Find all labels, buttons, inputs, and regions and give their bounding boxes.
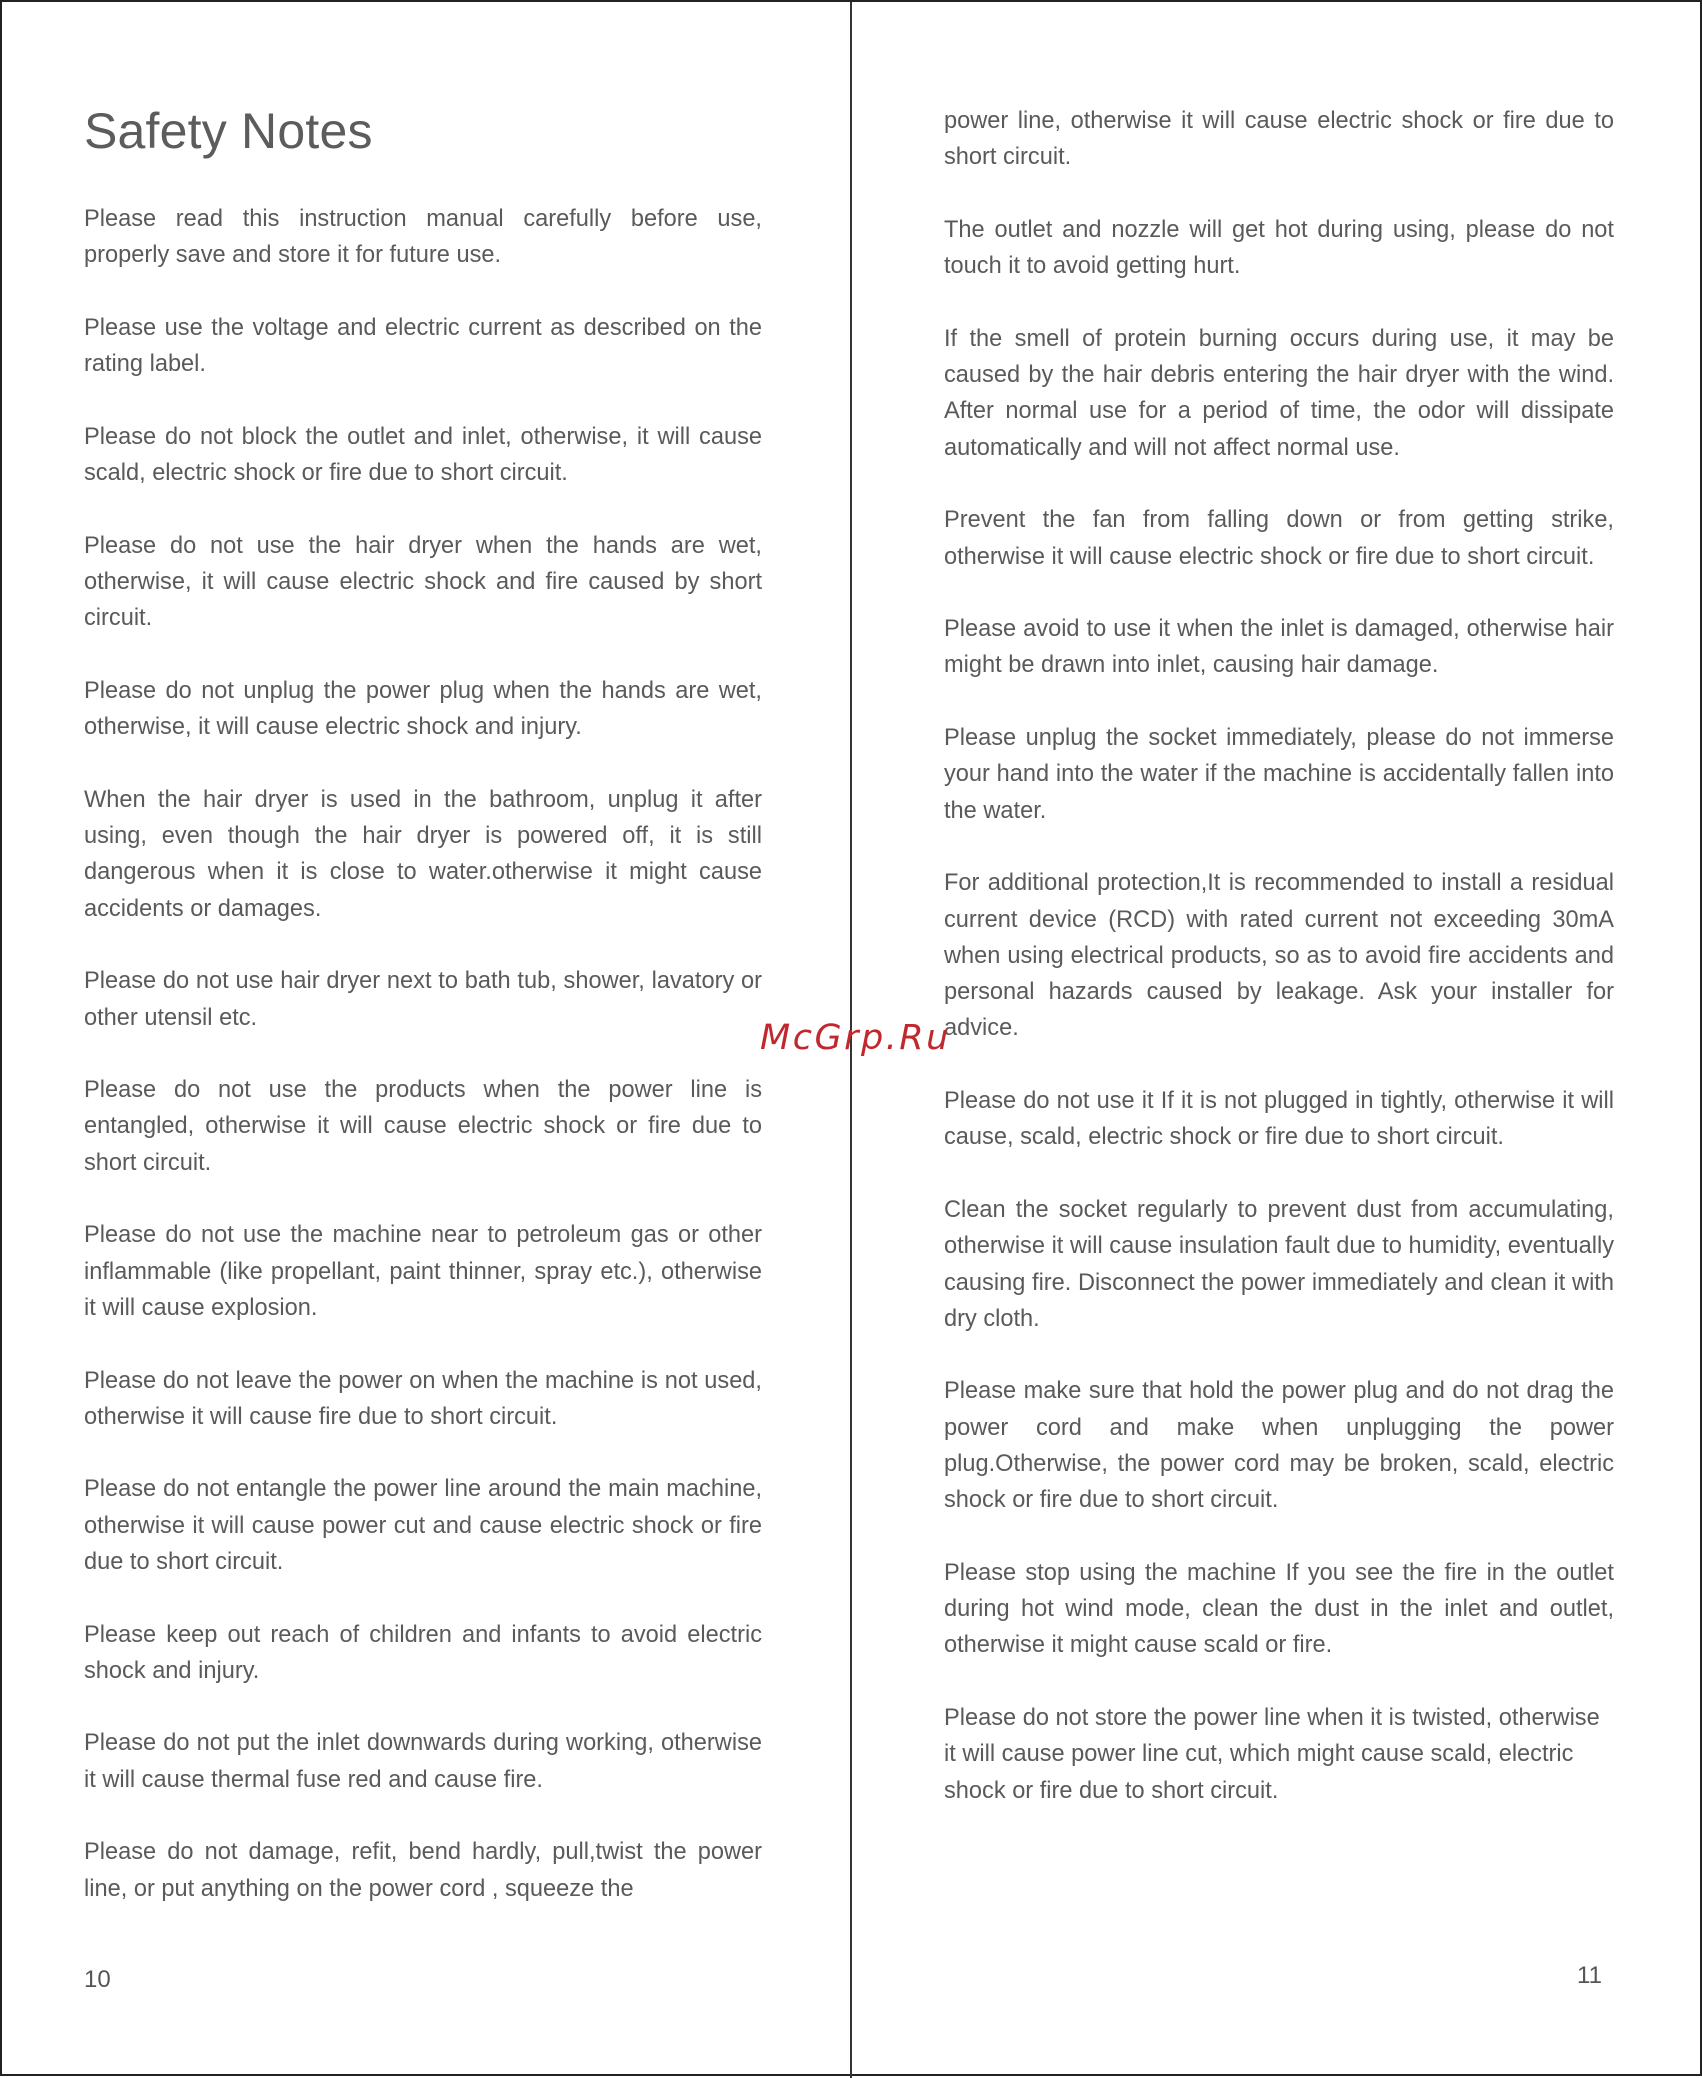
page-10 bbox=[2, 2, 850, 2078]
safety-note-12: Please keep out reach of children and infants to avoid electric shock and injury. bbox=[84, 1621, 762, 1684]
safety-note-26: Please do not store the power line when it is twisted, otherwise it will cause power line cut, which might cause scald, electric shock or fire due to short circuit. bbox=[944, 1705, 1600, 1804]
safety-note-14: Please do not damage, refit, bend hardly, pull,twist the power line, or put anything on the power cord , squeeze the bbox=[84, 1839, 762, 1902]
safety-note-4: Please do not use the hair dryer when the hands are wet, otherwise, it will cause electric shock and fire caused by short circuit. bbox=[84, 532, 762, 632]
right-text-column bbox=[944, 103, 1614, 1809]
watermark-text: McGrp.Ru bbox=[760, 1018, 951, 1058]
safety-note-23: Clean the socket regularly to prevent dust from accumulating, otherwise it will cause insulation fault due to humidity, eventually causing fire. Disconnect the power immediately and clean it with dry cloth. bbox=[944, 1196, 1614, 1332]
safety-note-16: The outlet and nozzle will get hot during using, please do not touch it to avoid getting hurt. bbox=[944, 216, 1614, 280]
safety-note-6: When the hair dryer is used in the bathroom, unplug it after using, even though the hair dryer is powered off, it is still dangerous when it is close to water.otherwise it might cause accidents or damages. bbox=[84, 786, 762, 922]
safety-note-5: Please do not unplug the power plug when the hands are wet, otherwise, it will cause electric shock and injury. bbox=[84, 677, 762, 741]
safety-note-3: Please do not block the outlet and inlet, otherwise, it will cause scald, electric shock or fire due to short circuit. bbox=[84, 423, 762, 487]
safety-note-25: Please stop using the machine If you see the fire in the outlet during hot wind mode, clean the dust in the inlet and outlet, otherwise it might cause scald or fire. bbox=[944, 1559, 1614, 1659]
safety-note-13: Please do not put the inlet downwards during working, otherwise it will cause thermal fuse red and cause fire. bbox=[84, 1730, 762, 1793]
page-number: 11 bbox=[1577, 1962, 1602, 1989]
safety-note-8: Please do not use the products when the power line is entangled, otherwise it will cause electric shock or fire due to short circuit. bbox=[84, 1077, 762, 1176]
safety-note-11: Please do not entangle the power line around the main machine, otherwise it will cause power cut and cause electric shock or fire due to short circuit. bbox=[84, 1476, 762, 1575]
safety-note-7: Please do not use hair dryer next to bath tub, shower, lavatory or other utensil etc. bbox=[84, 968, 762, 1031]
safety-note-18: Prevent the fan from falling down or from getting strike, otherwise it will cause electric shock or fire due to short circuit. bbox=[944, 507, 1614, 570]
safety-note-2: Please use the voltage and electric current as described on the rating label. bbox=[84, 314, 762, 378]
safety-note-20: Please unplug the socket immediately, please do not immerse your hand into the water if the machine is accidentally fallen into the water. bbox=[944, 725, 1614, 824]
safety-note-21: For additional protection,It is recommended to install a residual current device (RCD) with rated current not exceeding 30mA when using electrical products, so as to avoid fire accidents and personal hazards caused by leakage. Ask your installer for advice. bbox=[944, 870, 1614, 1042]
page-11 bbox=[852, 2, 1702, 2078]
safety-note-22: Please do not use it If it is not plugged in tightly, otherwise it will cause, scald, electric shock or fire due to short circuit. bbox=[944, 1088, 1614, 1151]
safety-note-15: power line, otherwise it will cause electric shock or fire due to short circuit. bbox=[944, 108, 1614, 171]
safety-note-17: If the smell of protein burning occurs during use, it may be caused by the hair debris entering the hair dryer with the wind. After normal use for a period of time, the odor will dissipate automatically and will not affect normal use. bbox=[944, 325, 1614, 461]
safety-note-24: Please make sure that hold the power plug and do not drag the power cord and make when unplugging the power plug.Otherwise, the power cord may be broken, scald, electric shock or fire due to short circuit. bbox=[944, 1378, 1614, 1514]
safety-note-9: Please do not use the machine near to petroleum gas or other inflammable (like propellant, paint thinner, spray etc.), otherwise it will cause explosion. bbox=[84, 1222, 762, 1321]
left-text-column bbox=[84, 201, 762, 1907]
page-number: 10 bbox=[84, 1966, 111, 1993]
page-title: Safety Notes bbox=[84, 103, 373, 159]
safety-note-1: Please read this instruction manual carefully before use, properly save and store it for future use. bbox=[84, 206, 762, 269]
safety-note-10: Please do not leave the power on when the machine is not used, otherwise it will cause fire due to short circuit. bbox=[84, 1367, 762, 1430]
safety-note-19: Please avoid to use it when the inlet is damaged, otherwise hair might be drawn into inlet, causing hair damage. bbox=[944, 616, 1614, 679]
